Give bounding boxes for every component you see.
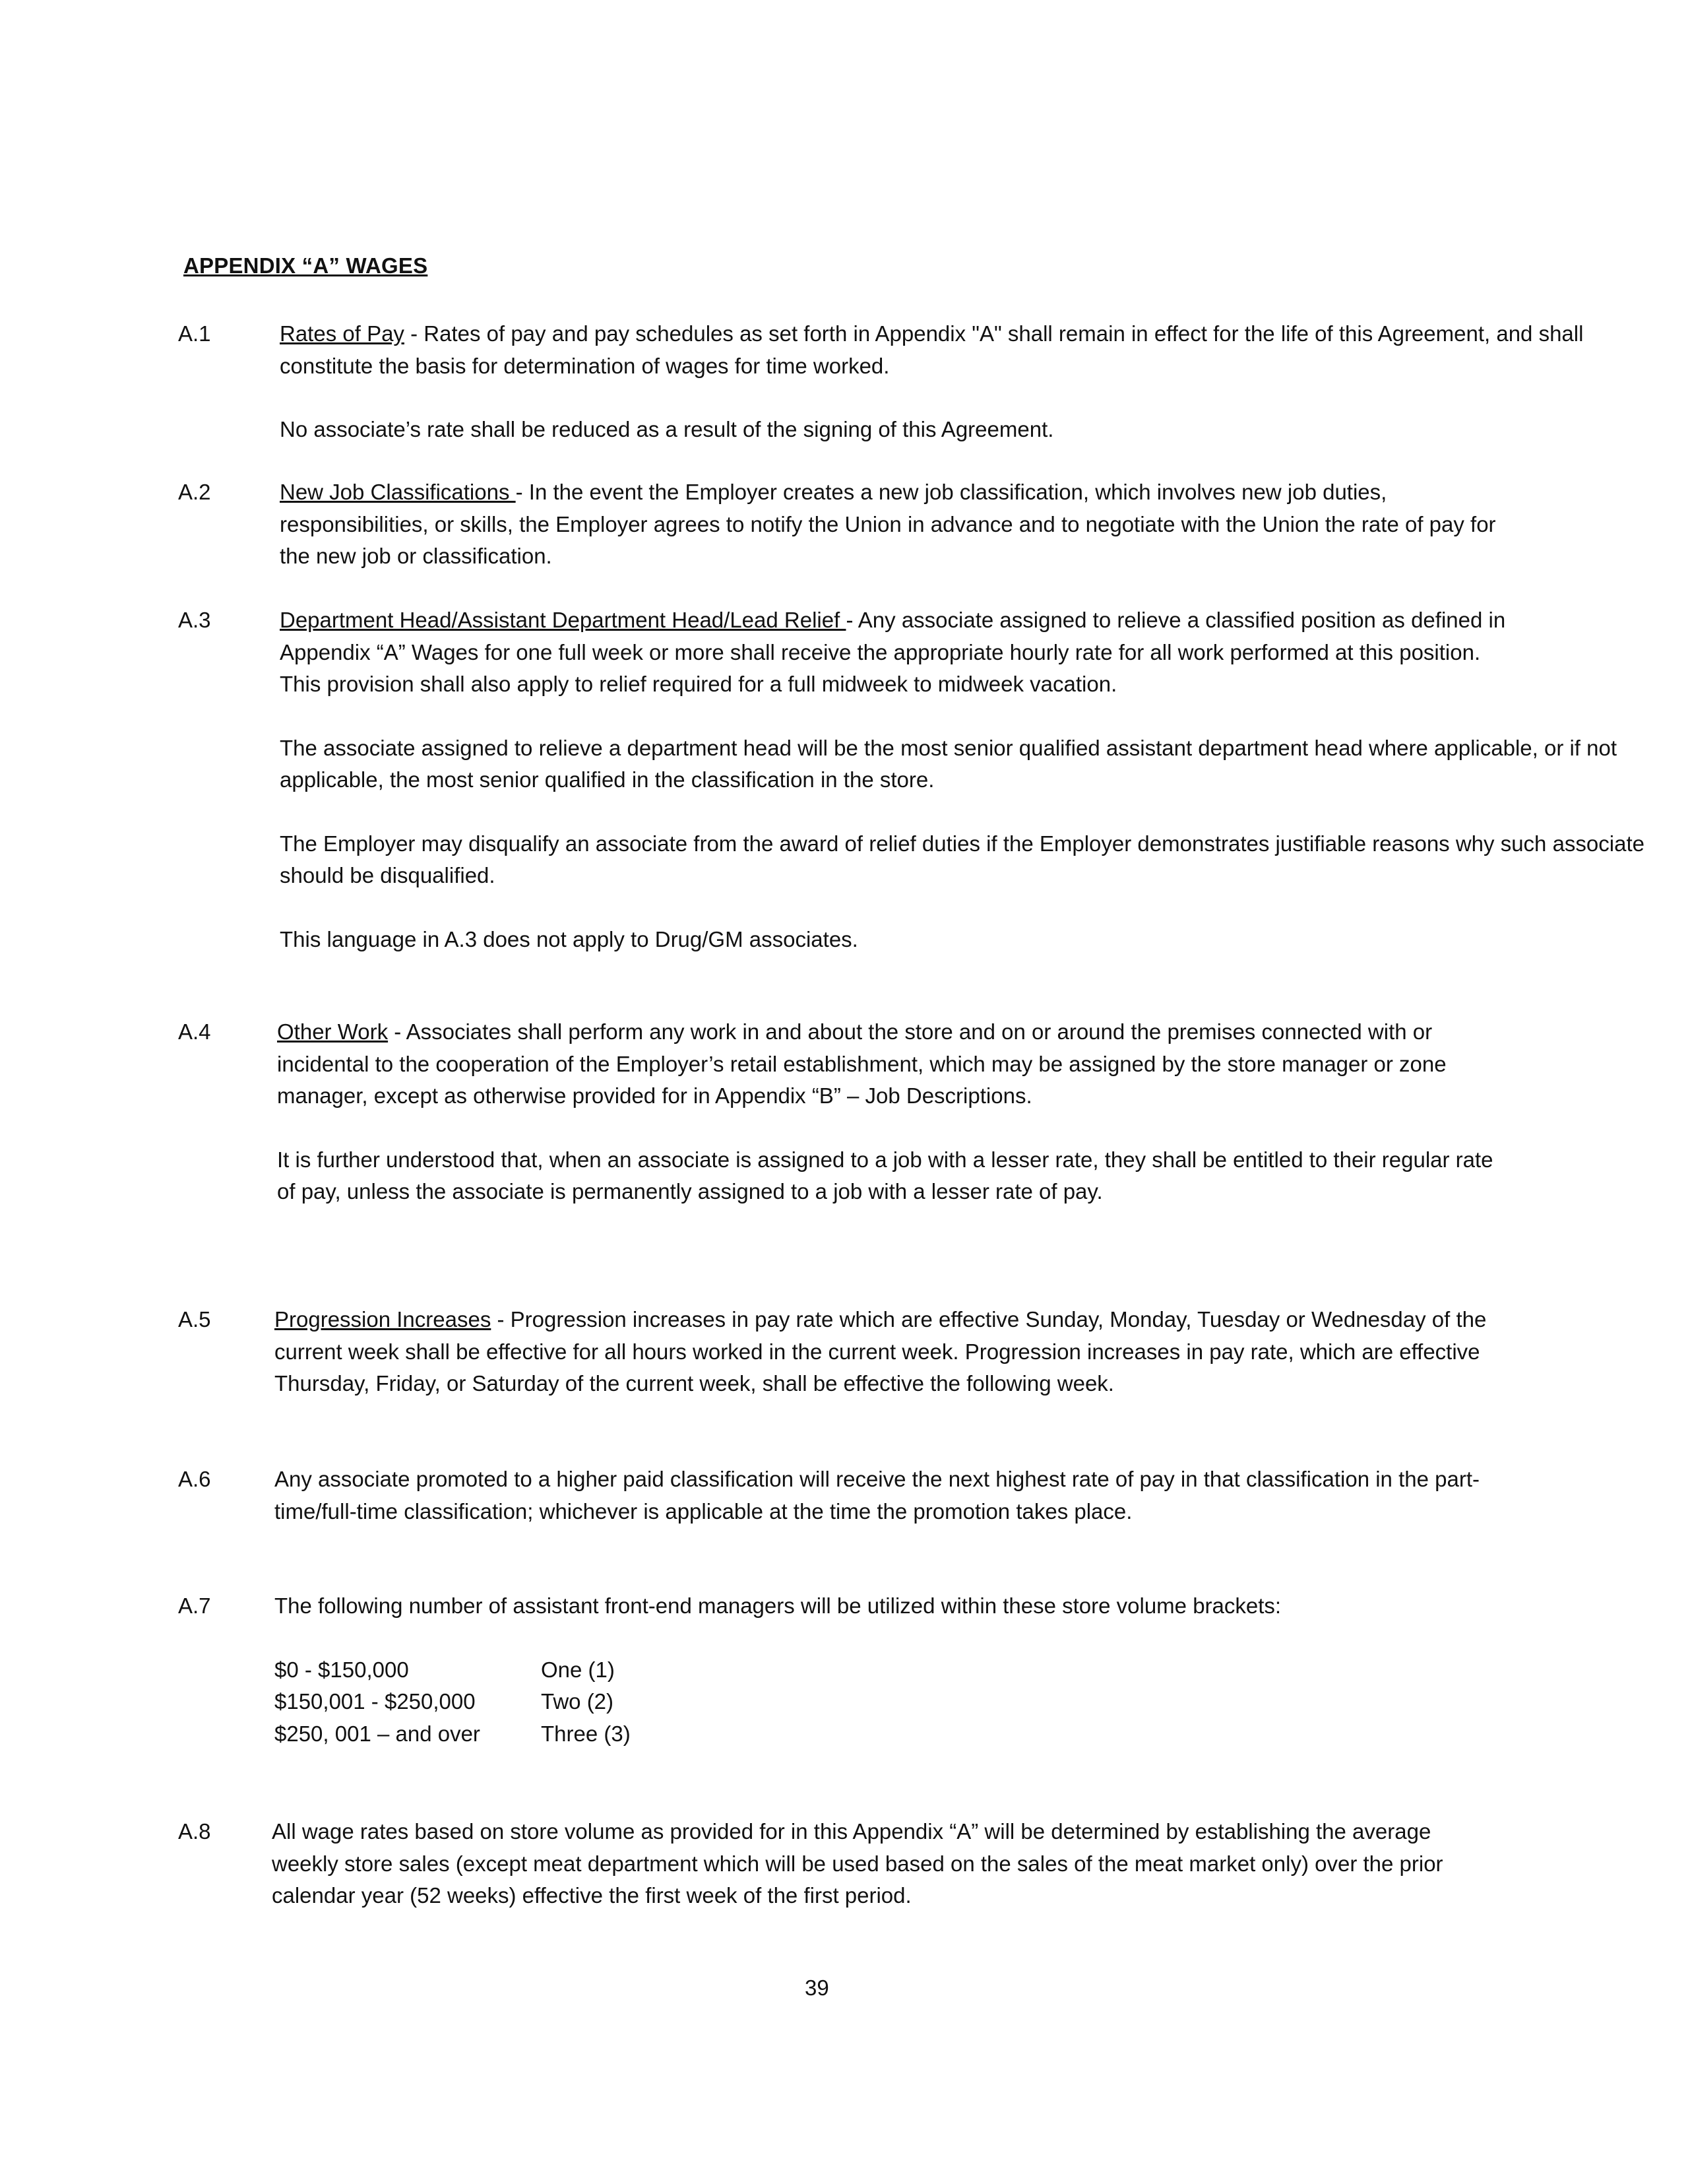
section-number: A.5	[178, 1307, 211, 1332]
table-row	[274, 1686, 631, 1718]
section-number: A.1	[178, 321, 211, 346]
volume-range: $250, 001 – and over	[274, 1721, 480, 1746]
section-body	[277, 1016, 1504, 1208]
section-title: Department Head/Assistant Department Head/Lead Relief	[280, 608, 846, 632]
section-number: A.4	[178, 1019, 211, 1044]
paragraph-text: - In the event the Employer creates a new job classification, which involves new job duties, responsibilities, or skills, the Employer agrees to notify the Union in advance and to negotiate with the Union the rate of pay for the new job or classification.	[280, 480, 1496, 568]
section-body	[280, 318, 1665, 446]
paragraph: The following number of assistant front-end managers will be utilized within these store volume brackets:	[274, 1593, 1282, 1618]
paragraph: This language in A.3 does not apply to Drug/GM associates.	[280, 926, 858, 951]
section-body	[272, 1816, 1499, 1912]
paragraph	[280, 604, 1507, 701]
manager-count: Three (3)	[541, 1721, 631, 1746]
paragraph	[277, 1016, 1504, 1112]
section-title: Rates of Pay	[280, 321, 404, 346]
section-number: A.6	[178, 1467, 211, 1491]
paragraph: Any associate promoted to a higher paid classification will receive the next highest rate of pay in that classification in the part-time/full-time classification; whichever is applicable at the time the promotion takes place.	[274, 1467, 1480, 1524]
paragraph: All wage rates based on store volume as provided for in this Appendix “A” will be determined by establishing the average weekly store sales (except meat department which will be used based on the sales of the meat market only) over the prior calendar year (52 weeks) effective the first week of the first period.	[272, 1819, 1443, 1908]
section-number: A.7	[178, 1593, 211, 1618]
section-body	[274, 1590, 1501, 1750]
section-body	[280, 604, 1665, 955]
paragraph: No associate’s rate shall be reduced as a result of the signing of this Agreement.	[280, 417, 1054, 441]
appendix-heading: APPENDIX “A” WAGES	[183, 253, 428, 278]
paragraph-text: - Progression increases in pay rate which are effective Sunday, Monday, Tuesday or Wednesday of the current week shall be effective for all hours worked in the current week. Progression increases in pay rate, which are effective Thursday, Friday, or Saturday of the current week, shall be effective the following week.	[274, 1307, 1487, 1396]
paragraph	[274, 1304, 1501, 1400]
store-volume-brackets-table	[274, 1654, 631, 1750]
table-row	[274, 1654, 631, 1686]
section-title: New Job Classifications	[280, 480, 516, 504]
manager-count: Two (2)	[541, 1689, 614, 1714]
paragraph: The associate assigned to relieve a department head will be the most senior qualified assistant department head where applicable, or if not applicable, the most senior qualified in the classification in the store.	[280, 735, 1617, 792]
paragraph: It is further understood that, when an associate is assigned to a job with a lesser rate, they shall be entitled to their regular rate of pay, unless the associate is permanently assigned to a job with a lesser rate of pay.	[277, 1147, 1493, 1204]
paragraph-text: - Associates shall perform any work in and about the store and on or around the premises connected with or incidental to the cooperation of the Employer’s retail establishment, which may be assigned by the store manager or zone manager, except as otherwise provided for in Appendix “B” – Job Descriptions.	[277, 1019, 1447, 1108]
paragraph-text: - Rates of pay and pay schedules as set forth in Appendix "A" shall remain in effect for the life of this Agreement, and shall constitute the basis for determination of wages for time worked.	[280, 321, 1584, 378]
section-body	[274, 1304, 1501, 1400]
section-body	[280, 476, 1507, 573]
table-row	[274, 1718, 631, 1750]
paragraph	[280, 476, 1507, 573]
section-body	[274, 1463, 1501, 1527]
volume-range: $0 - $150,000	[274, 1657, 409, 1682]
manager-count: One (1)	[541, 1657, 615, 1682]
paragraph-text: - Any associate assigned to relieve a classified position as defined in Appendix “A” Wages for one full week or more shall receive the appropriate hourly rate for all work performed at this position. This provision shall also apply to relief required for a full midweek to midweek vacation.	[280, 608, 1506, 696]
paragraph	[280, 318, 1665, 382]
volume-range: $150,001 - $250,000	[274, 1689, 476, 1714]
section-title: Other Work	[277, 1019, 389, 1044]
section-number: A.3	[178, 608, 211, 632]
section-title: Progression Increases	[274, 1307, 491, 1332]
page-number: 39	[805, 1975, 829, 2000]
paragraph: The Employer may disqualify an associate from the award of relief duties if the Employer demonstrates justifiable reasons why such associate should be disqualified.	[280, 831, 1644, 887]
section-number: A.8	[178, 1819, 211, 1844]
section-number: A.2	[178, 480, 211, 504]
